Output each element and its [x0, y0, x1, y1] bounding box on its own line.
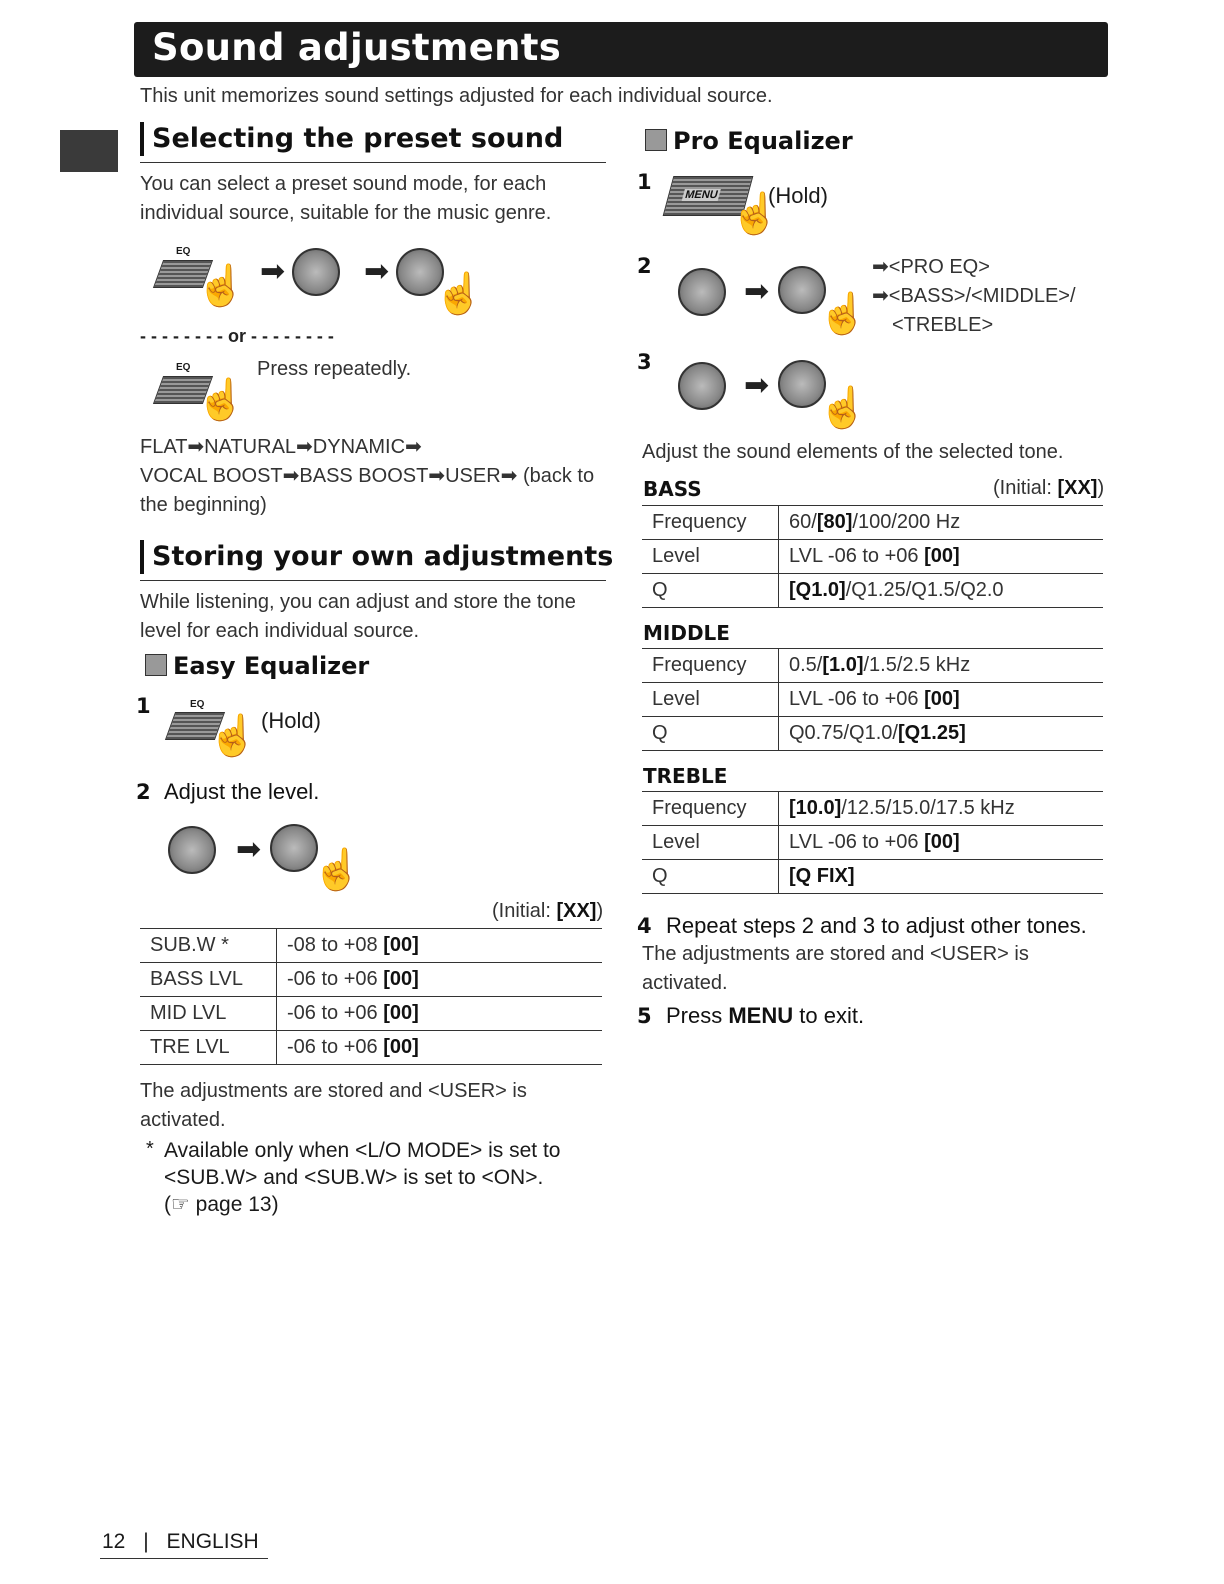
footnote-line2: <SUB.W> and <SUB.W> is set to <ON>. [164, 1166, 544, 1189]
default-value: [Q1.25] [897, 722, 966, 744]
preset-heading: Selecting the preset sound [140, 122, 563, 156]
parameter-name: Level [642, 683, 779, 717]
title-bar [134, 22, 1108, 77]
table-row [642, 540, 1103, 574]
rotate-knob-icon [678, 268, 726, 316]
easy-eq-heading-text: Easy Equalizer [173, 652, 370, 680]
pro-step2-options [872, 253, 1076, 340]
section-square-icon [645, 129, 667, 151]
footer-language: ENGLISH [166, 1530, 259, 1553]
pro-step4-note-line2: activated. [642, 972, 728, 994]
footnote-line1: Available only when <L/O MODE> is set to [164, 1139, 561, 1162]
value-pre: 60/ [789, 511, 817, 533]
table-row [642, 506, 1103, 540]
parameter-name: Q [642, 860, 779, 894]
middle-title: MIDDLE [643, 621, 730, 645]
pro-step5-text [666, 1003, 864, 1029]
hand-press-icon: ☝ [196, 264, 246, 308]
default-value: [00] [924, 688, 960, 710]
easy-hold-text: (Hold) [261, 708, 321, 733]
table-row [642, 792, 1103, 826]
easy-step2-text: Adjust the level. [164, 779, 320, 804]
step5-pre: Press [666, 1003, 729, 1028]
treble-table [642, 791, 1103, 894]
setting-range [277, 997, 603, 1031]
parameter-values [779, 860, 1104, 894]
tone-options: ➡<BASS>/<MIDDLE>/ [872, 285, 1076, 307]
hand-press-icon: ☝ [818, 386, 868, 430]
parameter-name: Level [642, 540, 779, 574]
pro-step4-number: 4 [637, 914, 652, 938]
storing-heading: Storing your own adjustments [140, 540, 613, 574]
easy-eq-table [140, 928, 602, 1065]
arrow-right-icon: ➡ [744, 275, 770, 308]
page-footer [102, 1530, 259, 1554]
section-square-icon [145, 654, 167, 676]
treble-title: TREBLE [643, 764, 728, 788]
middle-table [642, 648, 1103, 751]
intro-text: This unit memorizes sound settings adjusted for each individual source. [140, 85, 773, 107]
bass-title: BASS [643, 477, 702, 501]
footnote-text [164, 1137, 560, 1218]
pro-adjust-text: Adjust the sound elements of the selected tone. [642, 441, 1064, 463]
value-post: /100/200 Hz [852, 511, 961, 533]
bass-table [642, 505, 1103, 608]
easy-step1-number: 1 [136, 694, 151, 718]
initial-suffix: ) [596, 900, 604, 922]
hand-press-icon: ☝ [196, 378, 246, 422]
table-row [642, 860, 1103, 894]
value-pre: LVL -06 to +06 [789, 831, 925, 853]
footnote-page-ref: (☞ page 13) [164, 1193, 279, 1216]
default-value: [80] [816, 511, 853, 533]
eq-button-label: EQ [176, 362, 191, 373]
tone-option-treble: <TREBLE> [892, 314, 994, 336]
preset-cycle-line2: VOCAL BOOST➡BASS BOOST➡USER➡ (back to [140, 465, 595, 487]
parameter-name: Frequency [642, 792, 779, 826]
pro-initial-note [993, 477, 1104, 500]
easy-after-line1: The adjustments are stored and <USER> is [140, 1080, 527, 1102]
initial-prefix: (Initial: [993, 477, 1058, 499]
pro-hold-text: (Hold) [768, 183, 828, 208]
default-value: [00] [924, 831, 960, 853]
footnote-star: * [146, 1138, 154, 1160]
or-divider: - - - - - - - - or - - - - - - - - [140, 326, 334, 346]
parameter-name: Frequency [642, 506, 779, 540]
footer-rule [100, 1558, 268, 1559]
parameter-values [779, 649, 1104, 683]
initial-bold: [XX] [1057, 477, 1098, 499]
preset-desc-line2: individual source, suitable for the music genre. [140, 202, 552, 224]
pro-eq-heading-text: Pro Equalizer [673, 127, 853, 155]
default-value: [00] [383, 1036, 419, 1058]
parameter-values [779, 683, 1104, 717]
value-pre: 0.5/ [789, 654, 823, 676]
arrow-right-icon: ➡ [260, 255, 286, 288]
hand-press-icon: ☝ [730, 192, 780, 236]
pro-step4-note [642, 940, 1029, 998]
table-row [642, 683, 1103, 717]
setting-range [277, 1031, 603, 1065]
table-row [642, 574, 1103, 608]
table-row [140, 963, 602, 997]
preset-description [140, 170, 551, 228]
rotate-knob-icon [678, 362, 726, 410]
parameter-name: Q [642, 717, 779, 751]
eq-button-label: EQ [190, 699, 205, 710]
page-number: 12 [102, 1530, 126, 1553]
range-text: -08 to +08 [287, 934, 384, 956]
storing-description [140, 588, 576, 646]
pro-step3-number: 3 [637, 350, 652, 374]
setting-range [277, 929, 603, 963]
preset-cycle-line3: the beginning) [140, 494, 267, 516]
preset-desc-line1: You can select a preset sound mode, for each [140, 173, 547, 195]
initial-suffix: ) [1097, 477, 1105, 499]
arrow-right-icon: ➡ [236, 833, 262, 866]
pro-step4-note-line1: The adjustments are stored and <USER> is [642, 943, 1029, 965]
setting-name: BASS LVL [140, 963, 277, 997]
default-value: [00] [924, 545, 960, 567]
hand-press-icon: ☝ [818, 292, 868, 336]
default-value: [00] [383, 968, 419, 990]
table-row [140, 1031, 602, 1065]
setting-name: SUB.W * [140, 929, 277, 963]
storing-desc-line2: level for each individual source. [140, 620, 420, 642]
easy-step2-number: 2 [136, 780, 151, 804]
rotate-knob-icon [168, 826, 216, 874]
table-row [140, 929, 602, 963]
range-text: -06 to +06 [287, 1002, 384, 1024]
step5-post: to exit. [793, 1003, 865, 1028]
easy-after-text [140, 1077, 527, 1135]
parameter-values [779, 792, 1104, 826]
eq-button-label: EQ [176, 246, 191, 257]
hand-press-icon: ☝ [312, 848, 362, 892]
range-text: -06 to +06 [287, 968, 384, 990]
initial-bold: [XX] [556, 900, 597, 922]
parameter-values [779, 506, 1104, 540]
pro-step5-number: 5 [637, 1004, 652, 1028]
setting-name: TRE LVL [140, 1031, 277, 1065]
pro-step2-number: 2 [637, 254, 652, 278]
preset-cycle-line1: FLAT➡NATURAL➡DYNAMIC➡ [140, 436, 422, 458]
arrow-right-icon: ➡ [364, 255, 390, 288]
hand-press-icon: ☝ [434, 272, 484, 316]
table-row [642, 649, 1103, 683]
default-value: [1.0] [822, 654, 864, 676]
storing-rule [140, 580, 606, 581]
press-knob-icon [270, 824, 318, 872]
pro-step4-text: Repeat steps 2 and 3 to adjust other tones. [666, 913, 1087, 938]
default-value: [00] [383, 934, 419, 956]
value-pre: LVL -06 to +06 [789, 545, 925, 567]
table-row [642, 826, 1103, 860]
parameter-name: Q [642, 574, 779, 608]
menu-button-label: MENU [683, 189, 720, 201]
parameter-name: Frequency [642, 649, 779, 683]
parameter-values [779, 574, 1104, 608]
parameter-values [779, 717, 1104, 751]
value-post: /Q1.25/Q1.5/Q2.0 [845, 579, 1004, 601]
pro-eq-heading [645, 127, 853, 155]
value-post: /12.5/15.0/17.5 kHz [841, 797, 1015, 819]
value-post: /1.5/2.5 kHz [863, 654, 971, 676]
value-pre: LVL -06 to +06 [789, 688, 925, 710]
storing-desc-line1: While listening, you can adjust and store the tone [140, 591, 576, 613]
table-row [642, 717, 1103, 751]
default-value: [00] [383, 1002, 419, 1024]
default-value: [Q1.0] [789, 579, 846, 601]
hand-press-icon: ☝ [208, 714, 258, 758]
parameter-values [779, 540, 1104, 574]
easy-eq-heading [145, 652, 369, 680]
initial-prefix: (Initial: [492, 900, 557, 922]
parameter-name: Level [642, 826, 779, 860]
rotate-knob-icon [292, 248, 340, 296]
easy-after-line2: activated. [140, 1109, 226, 1131]
preset-rule [140, 162, 606, 163]
value-pre: Q0.75/Q1.0/ [789, 722, 898, 744]
step5-menu-word: MENU [728, 1003, 794, 1028]
setting-name: MID LVL [140, 997, 277, 1031]
range-text: -06 to +06 [287, 1036, 384, 1058]
page-title: Sound adjustments [152, 26, 562, 69]
parameter-values [779, 826, 1104, 860]
default-value: [10.0] [789, 797, 842, 819]
preset-cycle [140, 433, 594, 520]
pro-eq-option: ➡<PRO EQ> [872, 256, 990, 278]
easy-initial-note [492, 900, 603, 923]
side-tab-marker [60, 130, 118, 172]
setting-range [277, 963, 603, 997]
default-value: [Q FIX] [789, 865, 855, 887]
pro-step1-number: 1 [637, 170, 652, 194]
press-repeatedly-text: Press repeatedly. [257, 358, 412, 380]
arrow-right-icon: ➡ [744, 369, 770, 402]
table-row [140, 997, 602, 1031]
footer-separator: | [143, 1530, 149, 1553]
